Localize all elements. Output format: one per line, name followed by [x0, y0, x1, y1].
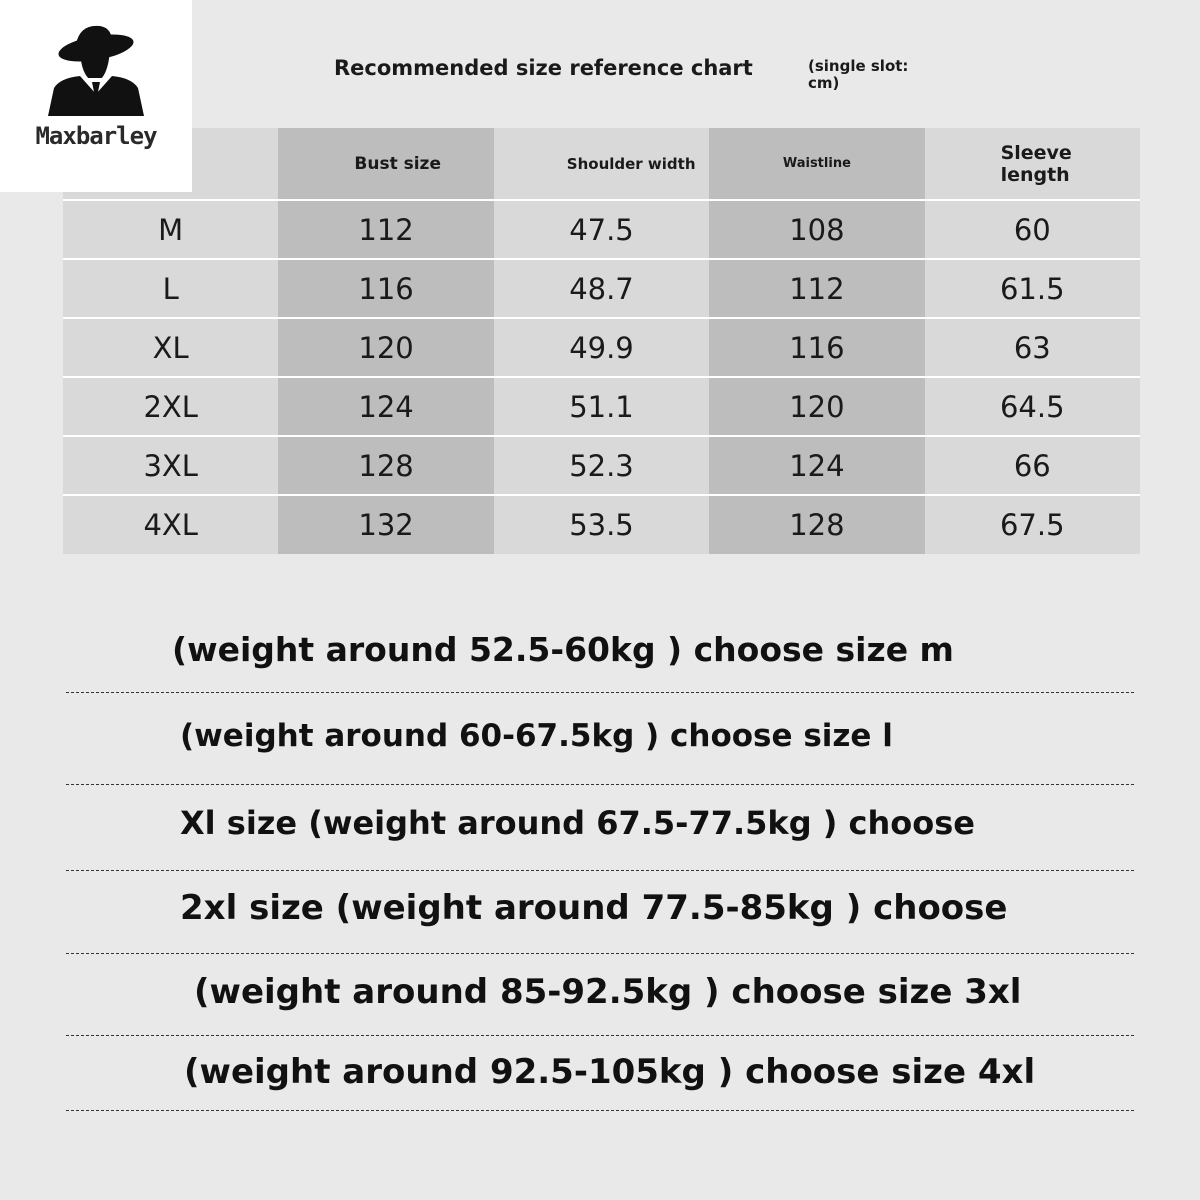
header-waist: Waistline — [709, 128, 924, 200]
table-row — [63, 377, 1140, 436]
recommendation-text: (weight around 85-92.5kg ) choose size 3xl — [194, 972, 1022, 1012]
table-row — [63, 495, 1140, 554]
divider — [66, 870, 1134, 871]
cell-waist: 124 — [709, 436, 924, 495]
cell-shoulder: 47.5 — [494, 200, 709, 259]
cell-size: M — [63, 200, 278, 259]
hat-man-logo-icon — [40, 22, 152, 122]
recommendation-text: (weight around 52.5-60kg ) choose size m — [172, 630, 954, 669]
cell-sleeve: 63 — [925, 318, 1140, 377]
unit-note: (single slot: cm) — [808, 57, 909, 92]
cell-waist: 112 — [709, 259, 924, 318]
cell-bust: 120 — [278, 318, 493, 377]
cell-sleeve: 61.5 — [925, 259, 1140, 318]
cell-waist: 108 — [709, 200, 924, 259]
divider — [66, 1110, 1134, 1111]
header-shoulder: Shoulder width — [494, 128, 709, 200]
cell-bust: 112 — [278, 200, 493, 259]
recommendation-text: (weight around 60-67.5kg ) choose size l — [180, 718, 893, 754]
header-sleeve: Sleeve length — [925, 128, 1140, 200]
table-row — [63, 318, 1140, 377]
table-row — [63, 200, 1140, 259]
cell-bust: 128 — [278, 436, 493, 495]
divider — [66, 692, 1134, 693]
cell-size: XL — [63, 318, 278, 377]
cell-shoulder: 53.5 — [494, 495, 709, 554]
brand-logo — [0, 0, 192, 192]
cell-waist: 116 — [709, 318, 924, 377]
cell-shoulder: 51.1 — [494, 377, 709, 436]
cell-sleeve: 67.5 — [925, 495, 1140, 554]
cell-shoulder: 49.9 — [494, 318, 709, 377]
cell-shoulder: 52.3 — [494, 436, 709, 495]
divider — [66, 784, 1134, 785]
cell-sleeve: 66 — [925, 436, 1140, 495]
cell-size: 4XL — [63, 495, 278, 554]
cell-size: 3XL — [63, 436, 278, 495]
cell-sleeve: 64.5 — [925, 377, 1140, 436]
table-row — [63, 436, 1140, 495]
cell-size: L — [63, 259, 278, 318]
header-bust: Bust size — [278, 128, 493, 200]
brand-name: Maxbarley — [35, 122, 157, 150]
table-header-row — [63, 128, 1140, 200]
cell-waist: 120 — [709, 377, 924, 436]
cell-size: 2XL — [63, 377, 278, 436]
table-row — [63, 259, 1140, 318]
recommendation-text: 2xl size (weight around 77.5-85kg ) choose — [180, 888, 1008, 928]
cell-bust: 132 — [278, 495, 493, 554]
cell-shoulder: 48.7 — [494, 259, 709, 318]
recommendation-text: (weight around 92.5-105kg ) choose size 4xl — [184, 1052, 1036, 1092]
cell-waist: 128 — [709, 495, 924, 554]
cell-bust: 116 — [278, 259, 493, 318]
divider — [66, 953, 1134, 954]
cell-bust: 124 — [278, 377, 493, 436]
size-table — [63, 128, 1140, 554]
cell-sleeve: 60 — [925, 200, 1140, 259]
divider — [66, 1035, 1134, 1036]
chart-title: Recommended size reference chart — [334, 56, 753, 80]
recommendation-text: Xl size (weight around 67.5-77.5kg ) choose — [180, 804, 975, 842]
